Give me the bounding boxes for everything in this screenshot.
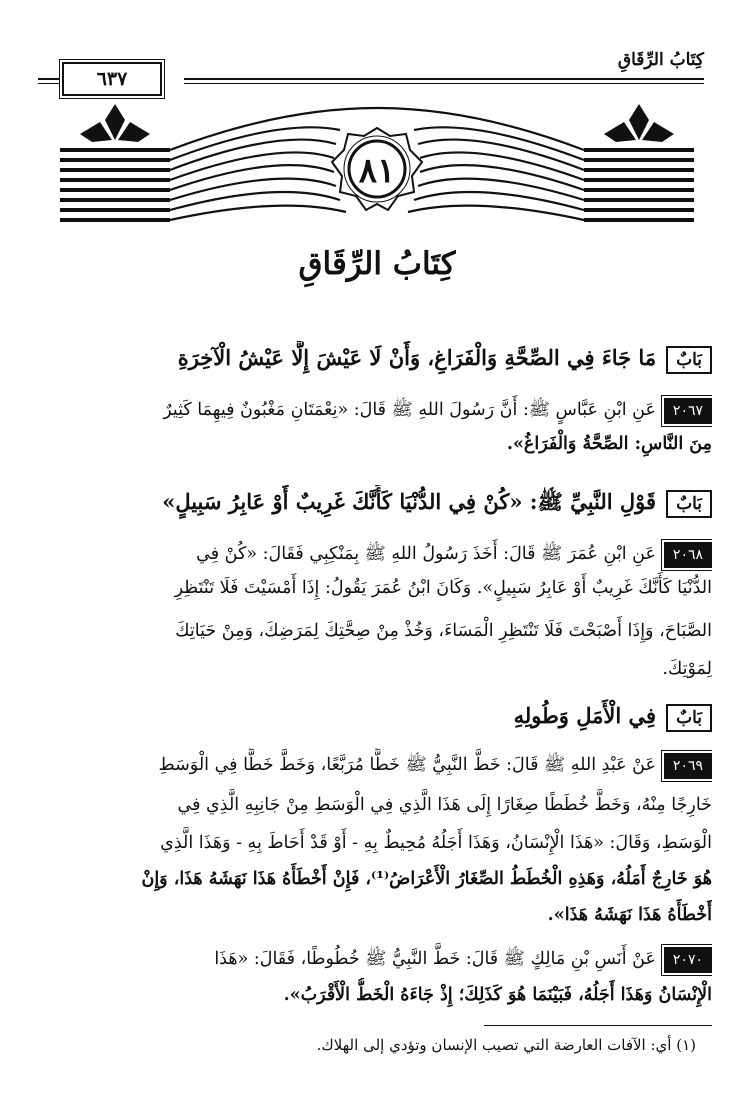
hadith-line <box>40 978 712 1012</box>
hadith-line <box>40 571 712 605</box>
hadith-text: عَنِ ابْنِ عُمَرَ ﷺ قَالَ: أَخَذَ رَسُولُ اللهِ ﷺ بِمَنْكِبِي فَقَالَ: «كُنْ فِي <box>196 544 656 564</box>
chapter-ornament <box>40 100 714 236</box>
section-title: قَوْلِ النَّبِيِّ ﷺ: «كُنْ فِي الدُّنْيَا كَأَنَّكَ غَرِيبٌ أَوْ عَابِرُ سَبِيلٍ» <box>162 489 657 514</box>
hadith-text: الصَّبَاحَ، وَإِذَا أَصْبَحْتَ فَلَا تَنْتَظِرِ الْمَسَاءَ، وَخُذْ مِنْ صِحَّتِكَ لِمَرَضِكَ، وَمِنْ حَيَاتِكَ <box>175 621 712 641</box>
chapter-number: ٨١ <box>358 151 396 191</box>
hadith-line <box>40 862 712 896</box>
section-title: فِي الْأَمَلِ وَطُولِهِ <box>513 703 657 728</box>
hadith-text: الدُّنْيَا كَأَنَّكَ غَرِيبٌ أَوْ عَابِرُ سَبِيلٍ». وَكَانَ ابْنُ عُمَرَ يَقُولُ: إِذَا أَمْسَيْتَ فَلَا تَنْتَظِرِ <box>174 578 712 598</box>
hadith-line <box>40 748 712 782</box>
hadith-text: الْإِنْسَانُ وَهَذَا أَجَلُهُ، فَبَيْنَمَا هُوَ كَذَلِكَ؛ إِذْ جَاءَهُ الْخَطُّ الْأَقْرَبُ». <box>283 985 712 1005</box>
hadith-text: عَنْ عَبْدِ اللهِ ﷺ قَالَ: خَطَّ النَّبِيُّ ﷺ خَطًّا مُرَبَّعًا، وَخَطَّ خَطًّا فِي الْوَسَطِ <box>158 755 656 775</box>
hadith-number: ٢٠٦٩ <box>664 753 712 779</box>
footnote-rule <box>484 1025 712 1026</box>
hadith-line <box>40 826 712 860</box>
hadith-line <box>40 652 712 686</box>
hadith-text: لِمَوْتِكَ. <box>662 659 712 679</box>
footnote: (١) أي: الآفات العارضة التي تصيب الإنسان وتؤدي إلى الهلاك. <box>316 1036 696 1054</box>
flourish-right-icon <box>604 104 674 142</box>
hadith-line <box>40 537 712 571</box>
right-stripes <box>584 148 694 222</box>
hadith-number: ٢٠٦٨ <box>664 542 712 568</box>
hadith-text: عَنْ أَنَسِ بْنِ مَالِكٍ ﷺ قَالَ: خَطَّ النَّبِيُّ ﷺ خُطُوطًا، فَقَالَ: «هَذَا <box>214 949 656 969</box>
header-rule-left <box>38 78 60 84</box>
bab-label: بَابٌ <box>666 704 712 732</box>
hadith-line <box>40 788 712 822</box>
hadith-line <box>40 614 712 648</box>
header-rule <box>184 78 704 84</box>
hadith-text: مِنَ النَّاسِ: الصِّحَّةُ وَالْفَرَاغُ». <box>506 434 712 454</box>
section-heading <box>40 341 712 375</box>
left-stripes <box>60 148 170 222</box>
section-title: مَا جَاءَ فِي الصِّحَّةِ وَالْفَرَاغِ، وَأَنْ لَا عَيْشَ إِلَّا عَيْشُ الْآخِرَةِ <box>177 345 657 370</box>
chapter-title: كِتَابُ الرِّقَاقِ <box>298 246 456 282</box>
hadith-number: ٢٠٧٠ <box>664 947 712 973</box>
hadith-text: أَخْطَأَهُ هَذَا نَهَشَهُ هَذَا». <box>547 905 712 925</box>
hadith-text: خَارِجًا مِنْهُ، وَخَطَّ خُطَطًا صِغَارًا إِلَى هَذَا الَّذِي فِي الْوَسَطِ مِنْ جَانِبِهِ الَّذِي فِي <box>177 795 712 815</box>
bab-label: بَابٌ <box>666 346 712 374</box>
hadith-line <box>40 898 712 932</box>
section-heading <box>40 699 712 733</box>
hadith-line <box>40 393 712 427</box>
hadith-text: الْوَسَطِ، وَقَالَ: «هَذَا الْإِنْسَانُ، وَهَذَا أَجَلُهُ مُحِيطٌ بِهِ - أَوْ قَدْ أَحَاطَ بِهِ - وَهَذَا الَّذِي <box>160 833 712 853</box>
flourish-left-icon <box>80 104 150 142</box>
hadith-text: عَنِ ابْنِ عَبَّاسٍ ﷺ: أَنَّ رَسُولَ اللهِ ﷺ قَالَ: «نِعْمَتَانِ مَغْبُونٌ فِيهِمَا كَثِيرٌ <box>163 400 656 420</box>
running-title: كِتَابُ الرِّقَاقِ <box>617 50 704 70</box>
hadith-line <box>40 942 712 976</box>
hadith-line <box>40 427 712 461</box>
page-number: ٦٣٧ <box>62 62 162 96</box>
hadith-number: ٢٠٦٧ <box>664 398 712 424</box>
bab-label: بَابٌ <box>666 490 712 518</box>
section-heading <box>40 485 712 519</box>
hadith-text: هُوَ خَارِجٌ أَمَلُهُ، وَهَذِهِ الْخُطَطُ الصِّغَارُ الْأَعْرَاضُ⁽¹⁾، فَإِنْ أَخْطَأَهُ هَذَا نَهَشَهُ هَذَا، وَإِنْ <box>141 869 712 889</box>
